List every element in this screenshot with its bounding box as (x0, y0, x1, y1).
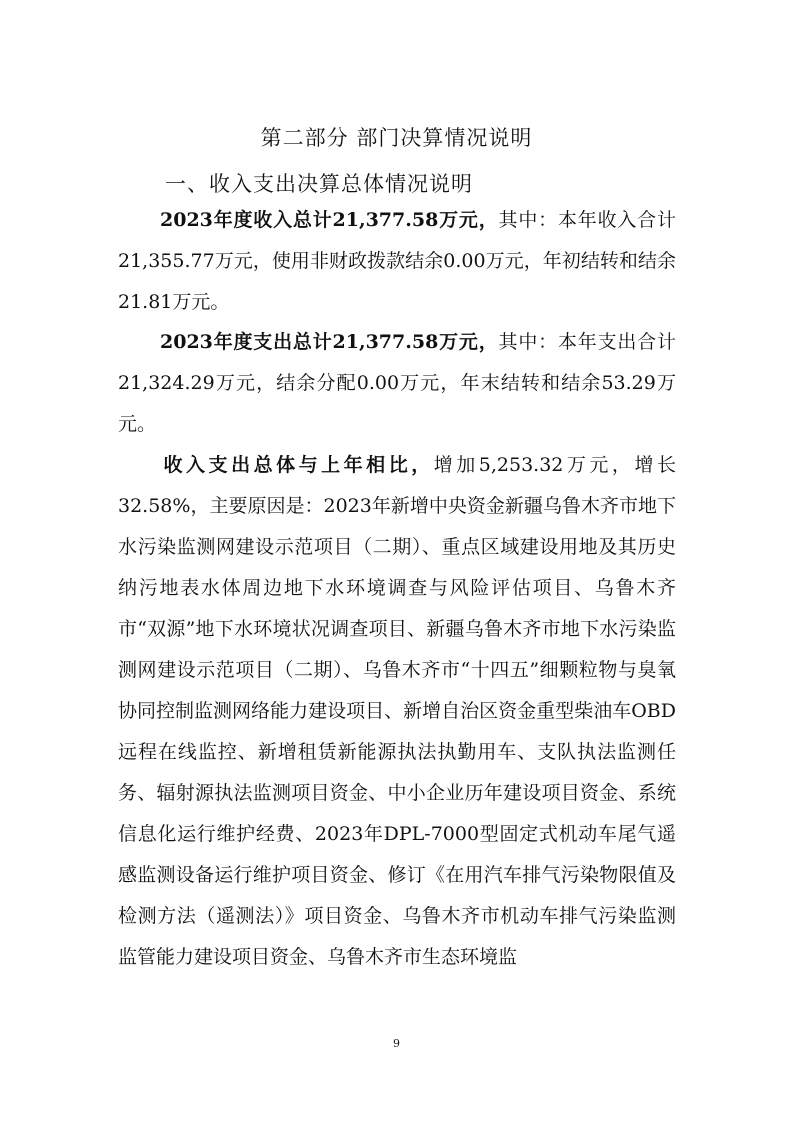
comparison-detail-text: 增加5,253.32万元，增长32.58%，主要原因是：2023年新增中央资金新疆乌鲁木齐市地下水污染监测网建设示范项目（二期）、重点区域建设用地及其历史纳污地表水体周边地下水环境调查与风险评估项目、乌鲁木齐市“双源”地下水环境状况调查项目、新疆乌鲁木齐市地下水污染监测网建设示范项目（二期）、乌鲁木齐市“十四五”细颗粒物与臭氧协同控制监测网络能力建设项目、新增自治区资金重型柴油车OBD远程在线监控、新增租赁新能源执法执勤用车、支队执法监测任务、辐射源执法监测项目资金、中小企业历年建设项目资金、系统信息化运行维护经费、2023年DPL-7000型固定式机动车尾气遥感监测设备运行维护项目资金、修订《在用汽车排气污染物限值及检测方法（遥测法）》项目资金、乌鲁木齐市机动车排气污染监测监管能力建设项目资金、乌鲁木齐市生态环境监 (118, 454, 676, 968)
expenditure-detail-text: 其中：本年支出合计21,324.29万元，结余分配0.00万元，年末结转和结余53.29万元。 (118, 331, 676, 435)
comparison-paragraph (118, 445, 676, 978)
page-number: 9 (393, 1037, 400, 1050)
income-detail-text: 其中：本年收入合计21,355.77万元，使用非财政拨款结余0.00万元，年初结转和结余21.81万元。 (118, 209, 676, 313)
section-heading: 一、收入支出决算总体情况说明 (165, 172, 473, 196)
page-title: 第二部分 部门决算情况说明 (260, 126, 533, 150)
expenditure-summary-bold: 2023年度支出总计21,377.58万元， (160, 331, 499, 353)
income-paragraph (118, 200, 676, 323)
income-summary-bold: 2023年度收入总计21,377.58万元， (160, 209, 499, 231)
expenditure-paragraph (118, 322, 676, 445)
comparison-summary-bold: 收入支出总体与上年相比， (160, 454, 434, 476)
